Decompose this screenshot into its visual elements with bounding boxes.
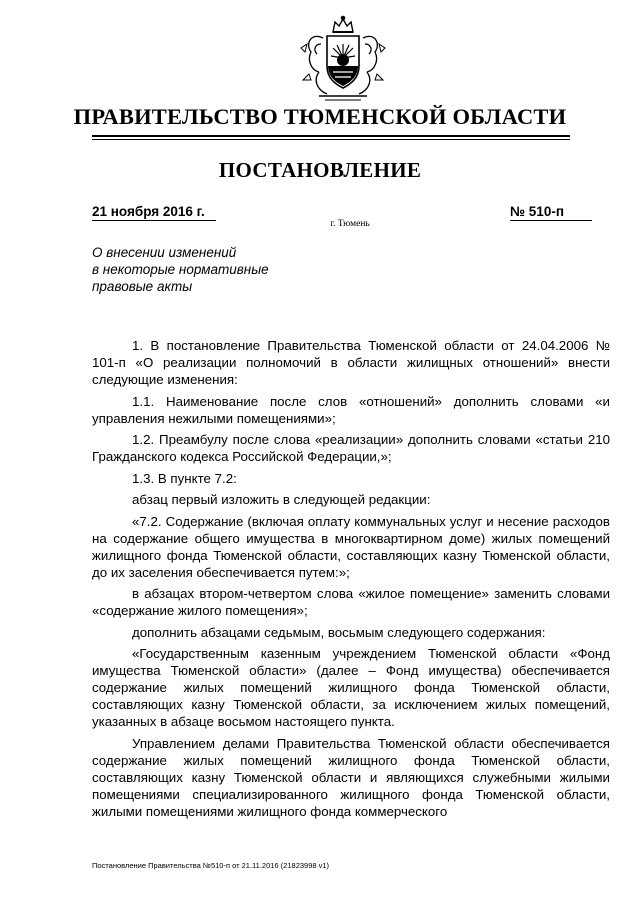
subject-line: правовые акты xyxy=(92,279,193,294)
document-footer: Постановление Правительства №510-п от 21.11.2016 (21823998 v1) xyxy=(92,861,330,870)
coat-of-arms-emblem xyxy=(297,14,389,104)
body-paragraph: 1.2. Преамбулу после слова «реализации» дополнить словами «статьи 210 Гражданского кодекса Российской Федерации,»; xyxy=(92,432,610,464)
document-city: г. Тюмень xyxy=(330,219,370,229)
document-body xyxy=(92,337,610,824)
body-paragraph: Управлением делами Правительства Тюменской области обеспечивается содержание жилых помещений жилищного фонда Тюменской области, составляющих казну Тюменской области и являющихся служебными жилыми помещениями специализированного жилищного фонда Тюменской области, жилыми помещениями жилищного фонда коммерческого xyxy=(92,735,610,819)
document-type-title: ПОСТАНОВЛЕНИЕ xyxy=(218,158,422,182)
body-paragraph: «Государственным казенным учреждением Тюменской области «Фонд имущества Тюменской области» (далее – Фонд имущества) обеспечивается содержание жилых помещений жилищного фонда Тюменской области, составляющих казну Тюменской области, за исключением жилых помещений, указанных в абзаце восьмом настоящего пункта. xyxy=(92,646,610,729)
subject-line: в некоторые нормативные xyxy=(92,262,269,277)
document-number: № 510-п xyxy=(510,204,592,221)
body-paragraph: дополнить абзацами седьмым, восьмым следующего содержания: xyxy=(132,624,546,640)
body-paragraph: абзац первый изложить в следующей редакции: xyxy=(132,492,431,507)
document-date: 21 ноября 2016 г. xyxy=(92,204,216,221)
body-paragraph: «7.2. Содержание (включая оплату коммунальных услуг и несение расходов на содержание общего имущества в многоквартирном доме) жилых помещений жилищного фонда Тюменской области, составляющих казну Тюменской области, до их заселения обеспечивается путем:»; xyxy=(92,513,610,580)
header-divider xyxy=(92,135,570,140)
subject-line: О внесении изменений xyxy=(92,245,237,260)
body-paragraph: в абзацах втором-четвертом слова «жилое помещение» заменить словами «содержание жилого помещения»; xyxy=(92,586,610,618)
document-subject xyxy=(92,244,352,295)
body-paragraph: 1. В постановление Правительства Тюменской области от 24.04.2006 № 101-п «О реализации полномочий в области жилищных отношений» внести следующие изменения: xyxy=(92,338,610,387)
body-paragraph: 1.1. Наименование после слов «отношений» дополнить словами «и управления нежилыми помещениями»; xyxy=(92,393,610,426)
body-paragraph: 1.3. В пункте 7.2: xyxy=(132,470,237,486)
government-name: ПРАВИТЕЛЬСТВО ТЮМЕНСКОЙ ОБЛАСТИ xyxy=(73,104,567,129)
